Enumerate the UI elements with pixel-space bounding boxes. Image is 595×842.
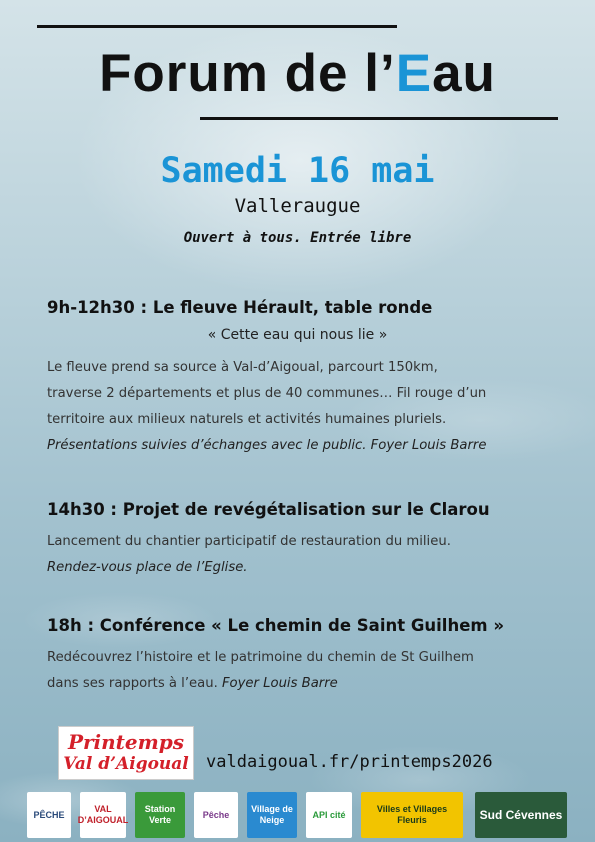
printemps-logo: Printemps Val d’Aigoual xyxy=(58,726,194,780)
event-date: Samedi 16 mai xyxy=(160,151,435,191)
website-url[interactable]: valdaigoual.fr/printemps2026 xyxy=(206,752,493,772)
session-3-heading: 18h : Conférence « Le chemin de Saint Guilhem » xyxy=(47,616,504,635)
session-1-line: territoire aux milieux naturels et activités humaines pluriels. xyxy=(47,412,447,427)
session-1-body xyxy=(47,355,557,459)
bottom-rule xyxy=(200,117,558,120)
page-title: Forum de l’Eau xyxy=(99,44,496,103)
session-2-body xyxy=(47,529,557,581)
session-3-note: Foyer Louis Barre xyxy=(221,676,338,691)
session-2-heading: 14h30 : Projet de revégétalisation sur le Clarou xyxy=(47,500,490,519)
session-1-line: Le fleuve prend sa source à Val-d’Aigoual, parcourt 150km, xyxy=(47,360,438,375)
top-rule xyxy=(37,25,397,28)
title-accent: E xyxy=(395,44,433,103)
partner-logo-peche-2: Pêche xyxy=(194,792,238,838)
session-1-line: traverse 2 départements et plus de 40 communes… Fil rouge d’un xyxy=(47,386,487,401)
partner-logo-villes-villages-fleuris: Villes et Villages Fleuris xyxy=(361,792,463,838)
partner-logo-api-cite: API cité xyxy=(306,792,352,838)
access-info: Ouvert à tous. Entrée libre xyxy=(183,230,412,246)
session-3-line: dans ses rapports à l’eau. Foyer Louis Barre xyxy=(47,676,338,691)
session-1-subtitle: « Cette eau qui nous lie » xyxy=(207,327,388,343)
partner-logo-station-verte: Station Verte xyxy=(135,792,185,838)
partner-logo-val-daigoual: VAL D’AIGOUAL xyxy=(80,792,126,838)
session-3-line: Redécouvrez l’histoire et le patrimoine du chemin de St Guilhem xyxy=(47,650,474,665)
session-3-body xyxy=(47,645,557,697)
session-2-note: Rendez-vous place de l’Eglise. xyxy=(47,560,248,575)
event-place: Valleraugue xyxy=(234,195,361,217)
session-2-line: Lancement du chantier participatif de restauration du milieu. xyxy=(47,534,451,549)
session-1-note: Présentations suivies d’échanges avec le public. Foyer Louis Barre xyxy=(47,438,487,453)
partner-logo-sud-cevennes: Sud Cévennes xyxy=(475,792,567,838)
partner-logo-peche: PÊCHE xyxy=(27,792,71,838)
session-1-heading: 9h-12h30 : Le fleuve Hérault, table ronde xyxy=(47,298,433,317)
partner-logo-village-de-neige: Village de Neige xyxy=(247,792,297,838)
